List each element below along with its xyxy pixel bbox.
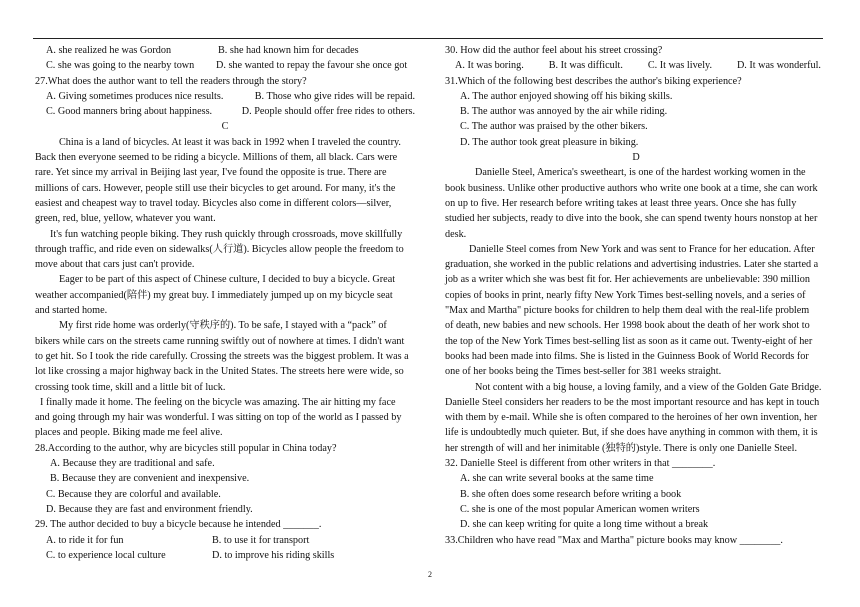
- q28-option-c: C. Because they are colorful and available.: [46, 488, 221, 500]
- q32-option-a: A. she can write several books at the same time: [460, 473, 654, 485]
- q31-option-d: D. The author took great pleasure in biking.: [460, 136, 639, 148]
- q30-option-d: D. It was wonderful.: [736, 60, 821, 72]
- q26-options-row2: [35, 58, 415, 73]
- q29-stem: 29. The author decided to buy a bicycle because he intended _______.: [35, 519, 322, 531]
- q33-stem: 33.Children who have read "Max and Martha" picture books may know ________.: [445, 534, 783, 546]
- passage-c-line: and going through my hair was wonderful. I was sitting on top of the world as I passed by: [35, 412, 402, 424]
- header-rule: [33, 38, 823, 39]
- q27-stem: 27.What does the author want to tell the readers through the story?: [35, 75, 307, 87]
- passage-d-line: Danielle Steel, America's sweetheart, is one of the hardest working women in the: [475, 167, 806, 179]
- q26-option-a: A. she realized he was Gordon: [46, 45, 172, 56]
- q30-option-a: A. It was boring.: [455, 60, 524, 72]
- page-number: 2: [428, 570, 432, 579]
- q29-option-b: B. to use it for transport: [212, 534, 310, 546]
- q31-option-c: C. The author was praised by the other bikers.: [460, 121, 648, 133]
- passage-d-line: book business. Unlike other productive authors who write one book at a time, she can work: [445, 182, 818, 194]
- q31-stem: 31.Which of the following best describes the author's biking experience?: [445, 75, 742, 87]
- q27-options-row1: [35, 89, 415, 104]
- q32-option-c: C. she is one of the most popular American women writers: [460, 503, 700, 515]
- q29-option-d: D. to improve his riding skills: [212, 549, 335, 561]
- passage-d-line: Danielle Steel considers her readers to be the most important resource and has kept in touch: [445, 396, 820, 408]
- q27-option-c: C. Good manners bring about happiness.: [46, 106, 213, 118]
- q27-option-a: A. Giving sometimes produces nice results.: [46, 90, 224, 102]
- passage-d-line: books had been made into films. She is listed in the Guinness Book of World Records for: [445, 350, 809, 362]
- q29-option-a: A. to ride it for fun: [46, 534, 124, 546]
- q26-option-b: B. she had known him for decades: [218, 45, 359, 56]
- q29-options-row2: [35, 548, 415, 563]
- q28-option-d: D. Because they are fast and environment friendly.: [46, 503, 253, 515]
- q31-option-b: B. The author was annoyed by the air while riding.: [460, 106, 668, 118]
- q30-option-c: C. It was lively.: [647, 60, 713, 72]
- passage-d-label: D: [632, 152, 640, 164]
- q27-option-d: D. People should offer free rides to others.: [241, 106, 415, 118]
- passage-d-line: the top of the New York Times best-selling list as soon as it came out. Twenty-eight of her: [445, 335, 813, 347]
- q30-stem: 30. How did the author feel about his street crossing?: [445, 45, 663, 56]
- passage-c-line: through traffic, and ride even on sidewalks(人行道). Bicycles allow people the freedom to: [35, 243, 404, 255]
- q30-options-row: [445, 58, 827, 73]
- q26-options-row1: [35, 43, 415, 58]
- left-column: [35, 43, 415, 563]
- passage-c-line: weather accompanied(陪伴) my great buy. I immediately jumped up on my bicycle seat: [35, 289, 393, 301]
- passage-d-line: one of her books being the Times best-seller for 381 weeks straight.: [445, 366, 722, 378]
- passage-c-line: Eager to be part of this aspect of Chinese culture, I decided to buy a bicycle. Great: [59, 274, 396, 286]
- passage-d-line: "Max and Martha" picture books for children to help them deal with the real-life problem: [445, 305, 810, 317]
- q32-stem: 32. Danielle Steel is different from other writers in that ________.: [445, 458, 716, 470]
- passage-c-line: Back then everyone seemed to be riding a bicycle. Millions of them, all black. Cars were: [35, 152, 398, 164]
- passage-d-line: of death, new babies and new schools. Her 1998 book about the death of her work shot to: [445, 320, 810, 332]
- passage-c-line: move about that cars just can't provide.: [35, 259, 195, 271]
- q28-option-a: A. Because they are traditional and safe.: [50, 458, 215, 470]
- passage-d-line: studied her subjects, ready to dive into the book, she can spend twenty hours nonstop at her: [445, 213, 818, 225]
- q26-option-d: D. she wanted to repay the favour she once got: [216, 60, 408, 72]
- passage-c-line: green, red, blue, yellow, whatever you want.: [35, 213, 216, 225]
- passage-c-line: It's fun watching people biking. They rush quickly through crossroads, move skillfully: [50, 228, 403, 240]
- passage-c-line: rare. Yet since my arrival in Beijing last year, I've found the opposite is true. There are: [35, 167, 387, 179]
- q28-option-b: B. Because they are convenient and inexpensive.: [50, 473, 250, 485]
- passage-c-line: I finally made it home. The feeling on the bicycle was amazing. The air hitting my face: [40, 396, 396, 408]
- passage-d-line: Not content with a big house, a loving family, and a view of the Golden Gate Bridge.: [475, 381, 822, 393]
- passage-d-line: life is undoubtedly much quieter. But, if she does have anything in common with them, it is: [445, 427, 818, 439]
- q28-stem: 28.According to the author, why are bicycles still popular in China today?: [35, 442, 337, 454]
- q30-option-b: B. It was difficult.: [548, 60, 623, 72]
- right-column: [445, 43, 827, 548]
- passage-c-line: places and people. Biking made me feel alive.: [35, 427, 223, 439]
- passage-d-line: Danielle Steel comes from New York and was sent to France for her education. After: [469, 243, 815, 255]
- passage-c-label: C: [221, 121, 229, 133]
- passage-c-line: to get hit. So I took the ride carefully. Crossing the streets was the biggest problem. It was a: [35, 350, 409, 362]
- q29-options-row1: [35, 533, 415, 548]
- passage-c-line: millions of cars. However, people still use their bicycles to get around. For many, it's the: [35, 182, 396, 194]
- passage-d-line: copies of books in print, nearly fifty New York Times best-selling novels, and a series of: [445, 289, 806, 301]
- passage-c-line: and started home.: [35, 305, 108, 317]
- passage-c-line: crossing took time, skill and a little bit of luck.: [35, 381, 226, 393]
- passage-d-line: on up to five. Her research before writing takes at least three years. Once she has fully: [445, 197, 797, 209]
- passage-d-line: her strength of will and her inimitable (独特的)style. There is only one Danielle Steel.: [445, 442, 798, 454]
- passage-c-line: China is a land of bicycles. At least it was back in 1992 when I traveled the country.: [59, 136, 401, 148]
- passage-d-line: job as a writer which she was best fit for. Her achievements are unbelievable: 390 million: [445, 274, 810, 286]
- q26-option-c: C. she was going to the nearby town: [46, 60, 195, 72]
- passage-d-line: desk.: [445, 228, 467, 240]
- passage-c-line: bikers while cars on the streets came running swiftly out of nowhere at times. I didn't want: [35, 335, 405, 347]
- q27-options-row2: [35, 104, 415, 119]
- q29-option-c: C. to experience local culture: [46, 549, 166, 561]
- passage-d-line: with them by e-mail. While she is often compared to the heroines of her own invention, her: [445, 412, 818, 424]
- passage-c-line: easiest and cheapest way to travel today. Bicycles also come in different colors—silver,: [35, 197, 392, 209]
- passage-c-line: My first ride home was orderly(守秩序的). To be safe, I stayed with a “pack” of: [59, 320, 387, 332]
- passage-d-line: graduation, she worked in the public relations and advertising industries. Later she started a: [445, 259, 819, 271]
- q32-option-b: B. she often does some research before writing a book: [460, 488, 682, 500]
- passage-c-line: lot like crossing a major highway back in the United States. The streets here were wide, so: [35, 366, 404, 378]
- q31-option-a: A. The author enjoyed showing off his biking skills.: [460, 90, 673, 102]
- q27-option-b: B. Those who give rides will be repaid.: [254, 90, 415, 102]
- q32-option-d: D. she can keep writing for quite a long time without a break: [460, 519, 709, 531]
